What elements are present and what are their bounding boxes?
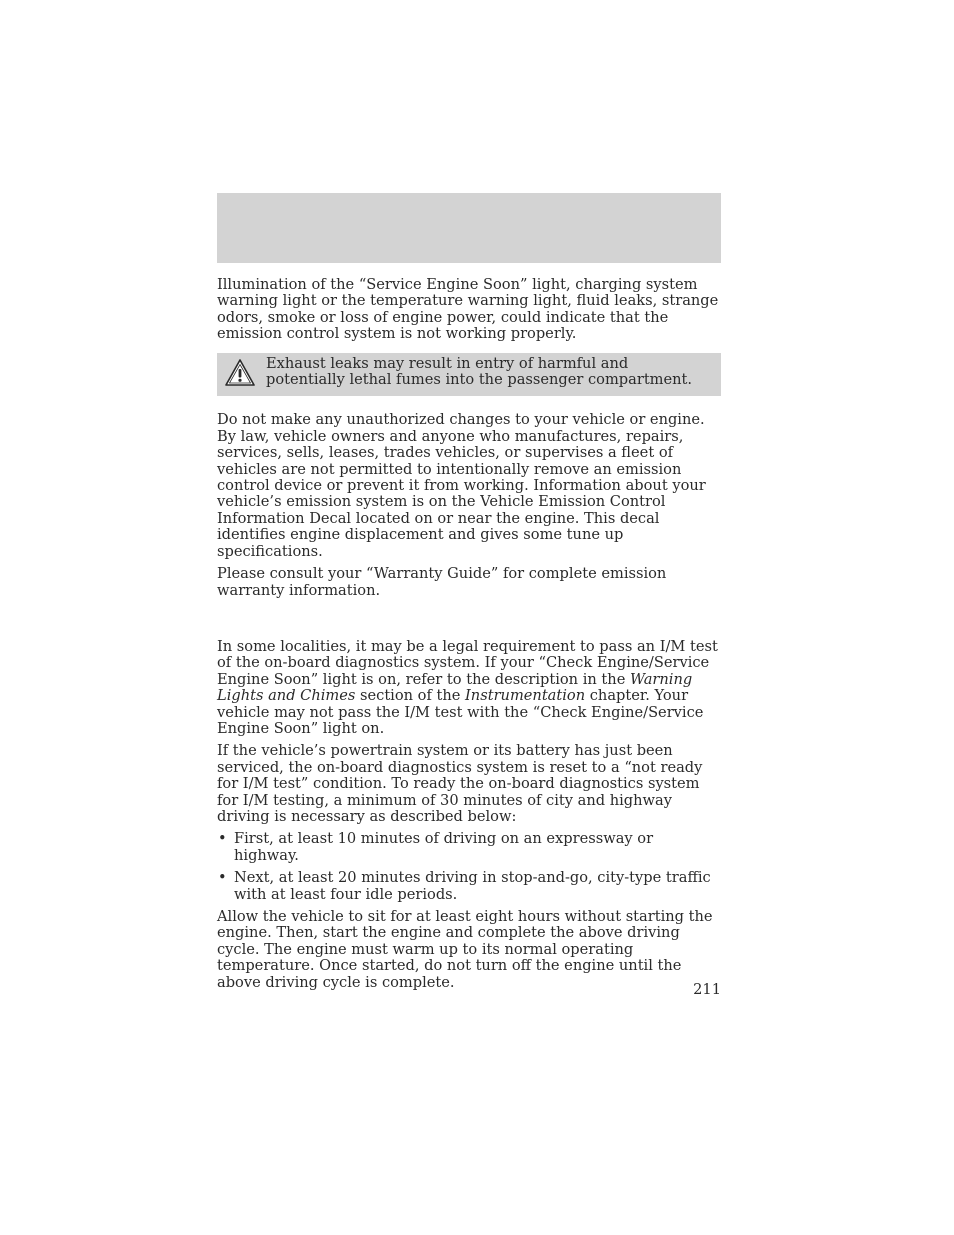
paragraph-driving-cycle: Allow the vehicle to sit for at least eight hours without starting the engine. Then, start the engine and complete the above driving cycle. The engine must warm up to its normal operating temperature. Once started, do not turn off the engine until the above driving cycle is complete. [217, 908, 713, 991]
page-content [217, 277, 721, 997]
list-item-text: Next, at least 20 minutes driving in stop-and-go, city-type traffic with at least four idle periods. [234, 869, 711, 903]
section-gap [217, 605, 721, 639]
list-item [217, 831, 721, 864]
im-test-italic-warning-lights: Warning Lights and Chimes [217, 670, 693, 705]
bullet-marker: • [218, 869, 227, 887]
warning-text: Exhaust leaks may result in entry of harmful and potentially lethal fumes into the passenger compartment. [266, 354, 693, 389]
im-test-text-b: section of the [355, 687, 466, 705]
list-item-text: First, at least 10 minutes of driving on an expressway or highway. [234, 830, 654, 864]
list-item [217, 870, 721, 903]
paragraph-im-test [217, 639, 721, 737]
page-number: 211 [693, 981, 721, 998]
im-test-italic-instrumentation: Instrumentation [465, 687, 586, 705]
header-band [217, 193, 721, 263]
im-test-text-a: In some localities, it may be a legal requirement to pass an I/M test of the on-board diagnostics system. If your “Check Engine/Service Engine Soon” light is on, refer to the description in the [217, 637, 718, 688]
warning-box [217, 353, 721, 397]
paragraph-powertrain-reset: If the vehicle’s powertrain system or its battery has just been serviced, the on-board diagnostics system is reset to a “not ready for I/M test” condition. To ready the on-board diagnostics system for I/M testing, a minimum of 30 minutes of city and highway driving is necessary as described below: [217, 742, 703, 825]
im-test-text-c: chapter. Your vehicle may not pass the I/M test with the “Check Engine/Service Engine Soon” light on. [217, 687, 704, 737]
driving-steps-list [217, 831, 721, 903]
paragraph-warranty-guide: Please consult your “Warranty Guide” for complete emission warranty information. [217, 565, 667, 599]
warning-triangle-icon [224, 358, 256, 388]
paragraph-emission-symptoms: Illumination of the “Service Engine Soon” light, charging system warning light or the temperature warning light, fluid leaks, strange odors, smoke or loss of engine power, could indicate that the emission control system is not working properly. [217, 276, 719, 343]
paragraph-unauthorized-changes: Do not make any unauthorized changes to your vehicle or engine. By law, vehicle owners and anyone who manufactures, repairs, services, sells, leases, trades vehicles, or supervises a fleet of vehicles are not permitted to intentionally remove an emission control device or prevent it from working. Information about your vehicle’s emission system is on the Vehicle Emission Control Information Decal located on or near the engine. This decal identifies engine displacement and gives some tune up specifications. [217, 411, 706, 560]
bullet-marker: • [218, 830, 227, 848]
